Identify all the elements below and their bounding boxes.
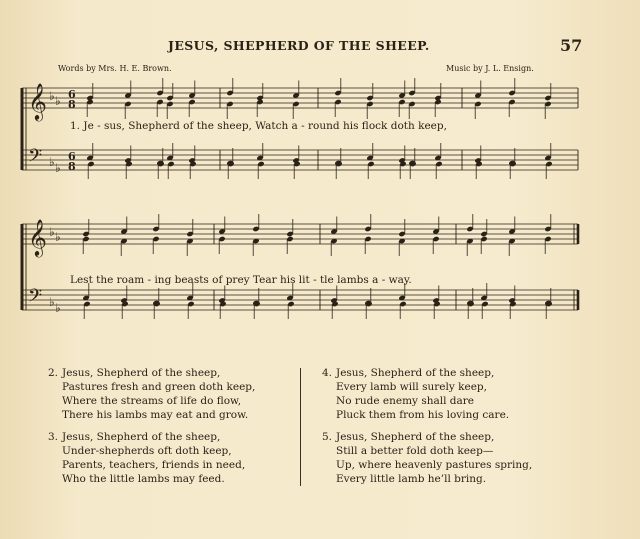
flat-sign: ♭ — [55, 301, 61, 315]
verse-4 — [322, 366, 510, 422]
verse-number: 2. — [48, 367, 59, 379]
page-number: 57 — [560, 36, 583, 55]
treble-clef: 𝄞 — [28, 218, 47, 256]
verse-5 — [322, 430, 533, 486]
verse-line: Up, where heavenly pastures spring, — [336, 459, 533, 471]
flat-sign: ♭ — [49, 155, 55, 169]
verse-line: Who the little lambs may feed. — [62, 473, 225, 485]
column-divider — [300, 368, 301, 486]
flat-sign: ♭ — [55, 161, 61, 175]
time-signature-top: 6 — [68, 88, 76, 101]
verse-line: Under-shepherds oft doth keep, — [62, 445, 232, 457]
verse-line: There his lambs may eat and grow. — [62, 409, 249, 421]
verse-line: Parents, teachers, friends in need, — [62, 459, 246, 471]
lyrics-line-2: Lest the roam - ing beasts of prey Tear his lit - tle lambs a - way. — [70, 274, 412, 286]
flat-sign: ♭ — [49, 295, 55, 309]
treble-clef: 𝄞 — [28, 82, 47, 120]
verse-line: Still a better fold doth keep— — [336, 445, 494, 457]
verse-number: 5. — [322, 431, 333, 443]
flat-sign: ♭ — [55, 230, 61, 244]
time-signature-top: 6 — [68, 150, 76, 163]
verse-2 — [48, 366, 256, 422]
bass-clef: 𝄢 — [28, 146, 43, 171]
verse-line: Jesus, Shepherd of the sheep, — [62, 431, 221, 443]
flat-sign: ♭ — [55, 94, 61, 108]
verse-3 — [48, 430, 246, 486]
verse-line: Every lamb will surely keep, — [336, 381, 487, 393]
time-signature-bottom: 8 — [68, 98, 76, 111]
verse-line: No rude enemy shall dare — [336, 395, 474, 407]
flat-sign: ♭ — [49, 225, 55, 239]
time-signature-bottom: 8 — [68, 160, 76, 173]
verse-line: Where the streams of life do flow, — [62, 395, 242, 407]
lyrics-line-1: 1. Je - sus, Shepherd of the sheep, Watch a - round his flock doth keep, — [70, 120, 447, 132]
words-credit: Words by Mrs. H. E. Brown. — [58, 64, 172, 73]
verse-line: Pastures fresh and green doth keep, — [62, 381, 256, 393]
verse-line: Jesus, Shepherd of the sheep, — [336, 431, 495, 443]
page-title: JESUS, SHEPHERD OF THE SHEEP. — [168, 38, 430, 53]
verse-line: Every little lamb he’ll bring. — [336, 473, 487, 485]
verse-line: Pluck them from his loving care. — [336, 409, 510, 421]
verse-number: 3. — [48, 431, 59, 443]
music-credit: Music by J. L. Ensign. — [446, 64, 534, 73]
verse-number: 4. — [322, 367, 333, 379]
bass-clef: 𝄢 — [28, 286, 43, 311]
flat-sign: ♭ — [49, 89, 55, 103]
verse-line: Jesus, Shepherd of the sheep, — [336, 367, 495, 379]
verse-line: Jesus, Shepherd of the sheep, — [62, 367, 221, 379]
